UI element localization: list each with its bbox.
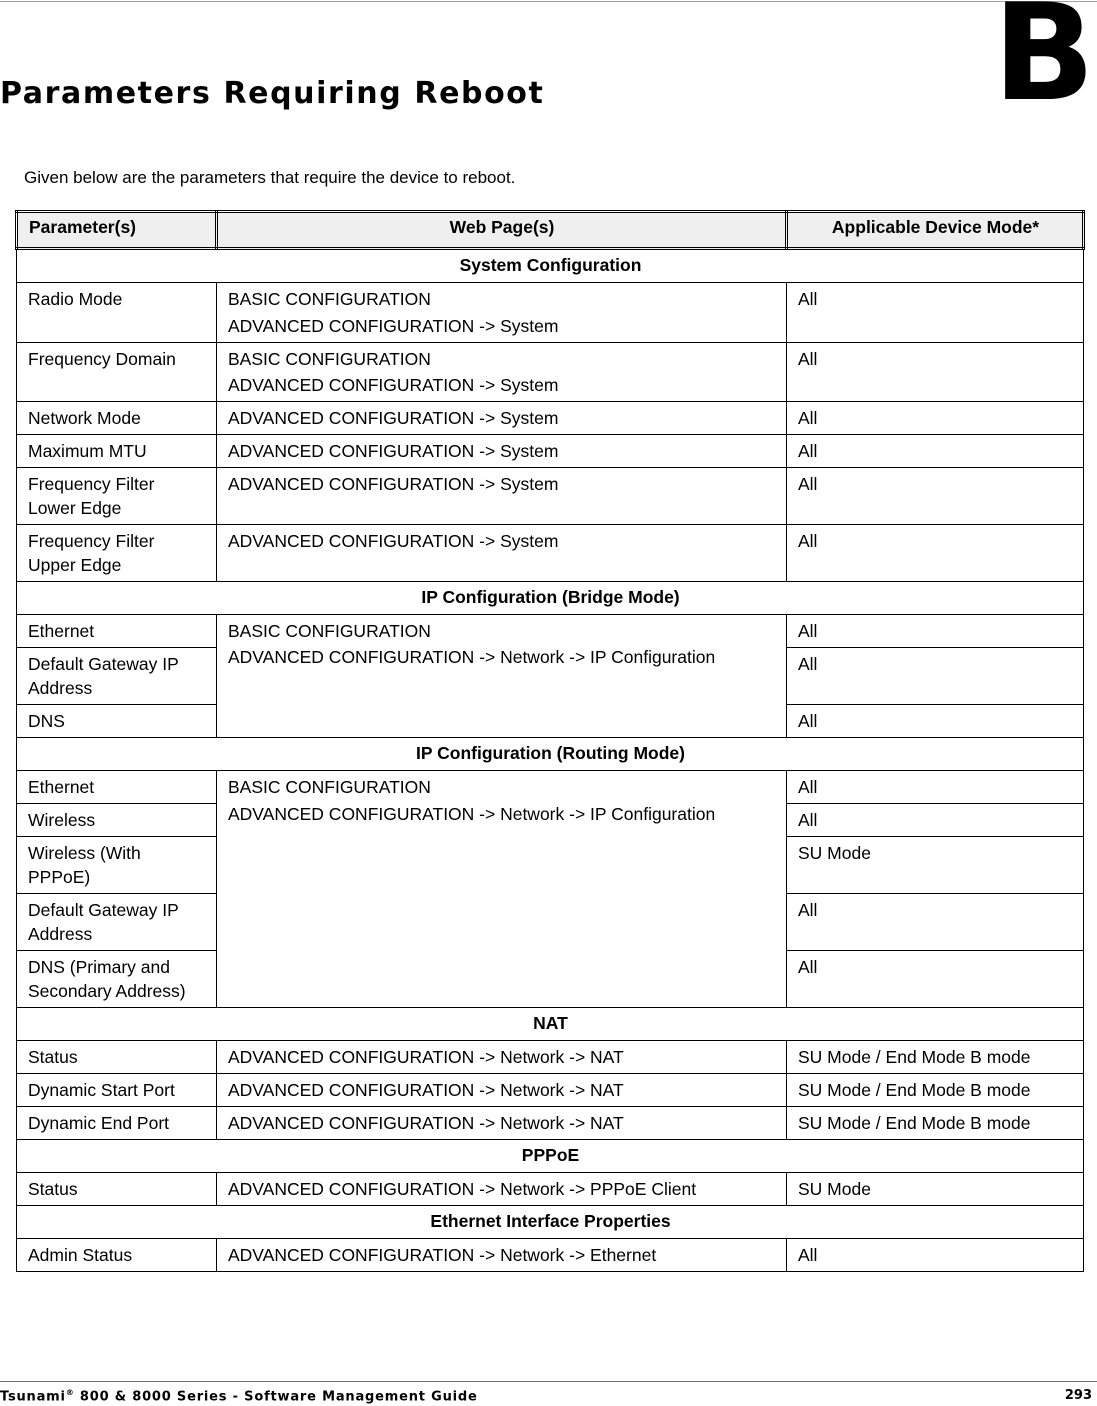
section-title: System Configuration [17,249,1084,283]
mode-cell: All [787,402,1084,435]
param-cell: Frequency Domain [17,343,217,402]
pages-cell [217,343,787,402]
section-row [17,249,1084,283]
pages-cell: ADVANCED CONFIGURATION -> System [217,525,787,582]
parameters-table [15,210,1085,1272]
param-cell: Wireless (With PPPoE) [17,837,217,894]
param-cell: Dynamic End Port [17,1107,217,1140]
table-row [17,771,1084,804]
section-row [17,582,1084,615]
mode-cell: All [787,525,1084,582]
chapter-letter: B [992,0,1093,131]
param-cell: Ethernet [17,771,217,804]
section-row [17,1008,1084,1041]
section-title: PPPoE [17,1140,1084,1173]
mode-cell: All [787,951,1084,1008]
param-cell: Admin Status [17,1239,217,1272]
pages-cell: ADVANCED CONFIGURATION -> Network -> Ethernet [217,1239,787,1272]
mode-cell: All [787,343,1084,402]
table-header-row [17,212,1084,249]
mode-cell: All [787,771,1084,804]
pages-cell: ADVANCED CONFIGURATION -> System [217,435,787,468]
header-web-pages: Web Page(s) [217,212,787,249]
section-row [17,1140,1084,1173]
pages-cell: ADVANCED CONFIGURATION -> System [217,468,787,525]
section-row [17,1206,1084,1239]
table-row [17,343,1084,402]
mode-cell: SU Mode / End Mode B mode [787,1074,1084,1107]
table-row [17,525,1084,582]
page-line: BASIC CONFIGURATION [228,621,431,641]
footer-rule [0,1381,1097,1382]
param-cell: Default Gateway IP Address [17,648,217,705]
pages-cell: ADVANCED CONFIGURATION -> System [217,402,787,435]
table-row [17,283,1084,343]
section-title: IP Configuration (Bridge Mode) [17,582,1084,615]
mode-cell: All [787,705,1084,738]
mode-cell: All [787,1239,1084,1272]
pages-cell: ADVANCED CONFIGURATION -> Network -> NAT [217,1041,787,1074]
header-parameters: Parameter(s) [17,212,217,249]
param-cell: Radio Mode [17,283,217,343]
mode-cell: SU Mode / End Mode B mode [787,1041,1084,1074]
top-rule [0,1,1097,2]
pages-cell [217,615,787,738]
param-cell: DNS (Primary and Secondary Address) [17,951,217,1008]
header-device-mode: Applicable Device Mode* [787,212,1084,249]
table-row [17,1107,1084,1140]
table-row [17,1074,1084,1107]
mode-cell: All [787,804,1084,837]
section-title: IP Configuration (Routing Mode) [17,738,1084,771]
table-row [17,615,1084,648]
pages-cell: ADVANCED CONFIGURATION -> Network -> NAT [217,1074,787,1107]
page-line: BASIC CONFIGURATION [228,777,431,797]
param-cell: Maximum MTU [17,435,217,468]
mode-cell: All [787,648,1084,705]
pages-cell: ADVANCED CONFIGURATION -> Network -> PPPoE Client [217,1173,787,1206]
page-line: ADVANCED CONFIGURATION -> System [228,375,559,395]
registered-mark: ® [65,1388,75,1397]
mode-cell: All [787,894,1084,951]
mode-cell: All [787,468,1084,525]
section-row [17,738,1084,771]
mode-cell: All [787,615,1084,648]
table-row [17,435,1084,468]
table-row [17,402,1084,435]
param-cell: DNS [17,705,217,738]
section-title: Ethernet Interface Properties [17,1206,1084,1239]
param-cell: Network Mode [17,402,217,435]
param-cell: Dynamic Start Port [17,1074,217,1107]
param-cell: Frequency Filter Lower Edge [17,468,217,525]
page-line: ADVANCED CONFIGURATION -> Network -> IP Configuration [228,647,716,667]
footer-guide-title [0,1388,478,1404]
page-line: ADVANCED CONFIGURATION -> System [228,316,559,336]
table-row [17,1239,1084,1272]
param-cell: Ethernet [17,615,217,648]
param-cell: Status [17,1041,217,1074]
table-row [17,1173,1084,1206]
intro-text: Given below are the parameters that require the device to reboot. [24,168,516,187]
mode-cell: SU Mode [787,1173,1084,1206]
section-title: NAT [17,1008,1084,1041]
pages-cell [217,283,787,343]
footer-product: Tsunami [0,1389,66,1405]
pages-cell [217,771,787,1008]
param-cell: Default Gateway IP Address [17,894,217,951]
table-row [17,1041,1084,1074]
page-line: BASIC CONFIGURATION [228,349,431,369]
page-title: Parameters Requiring Reboot [0,76,545,111]
footer-product-rest: 800 & 8000 Series - Software Management Guide [74,1389,478,1405]
param-cell: Status [17,1173,217,1206]
table-row [17,468,1084,525]
param-cell: Frequency Filter Upper Edge [17,525,217,582]
page-number: 293 [1064,1388,1092,1403]
param-cell: Wireless [17,804,217,837]
pages-cell: ADVANCED CONFIGURATION -> Network -> NAT [217,1107,787,1140]
mode-cell: SU Mode / End Mode B mode [787,1107,1084,1140]
mode-cell: SU Mode [787,837,1084,894]
page-line: BASIC CONFIGURATION [228,289,431,309]
mode-cell: All [787,435,1084,468]
page-line: ADVANCED CONFIGURATION -> Network -> IP Configuration [228,804,716,824]
mode-cell: All [787,283,1084,343]
